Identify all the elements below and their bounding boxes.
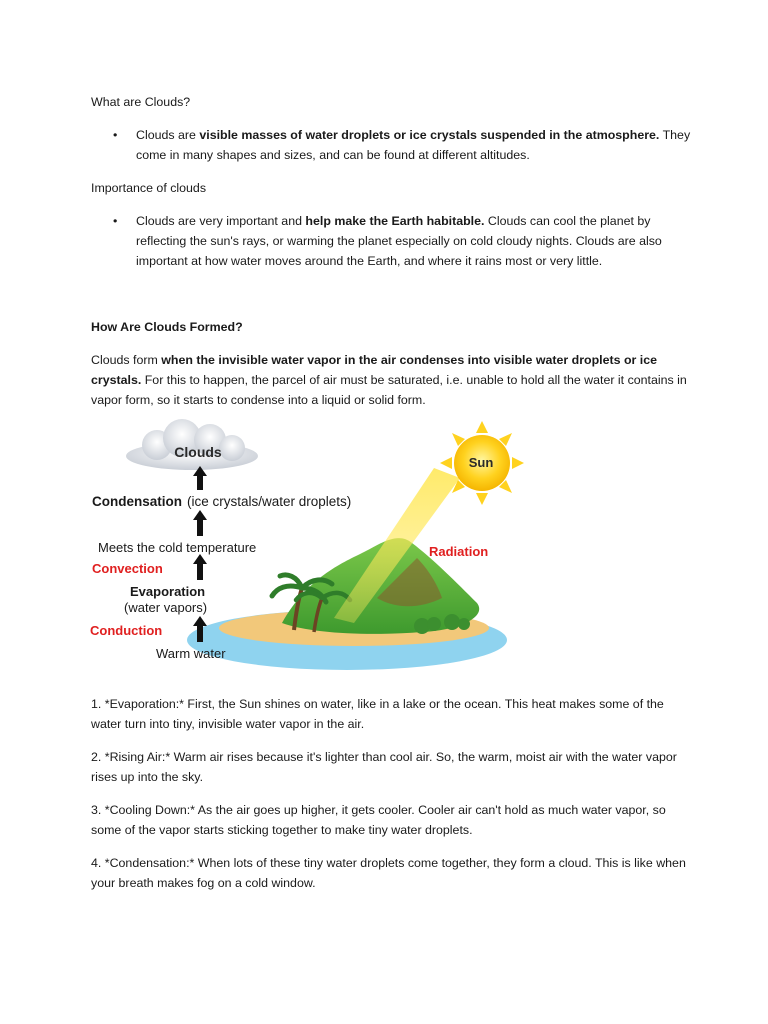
arrow-up-icon — [193, 554, 207, 580]
step-4: 4. *Condensation:* When lots of these tiny water droplets come together, they form a cloud. This is like when your breath makes fog on a cold window. — [91, 856, 686, 890]
clouds-definition-item — [136, 125, 691, 165]
heading-what-are-clouds: What are Clouds? — [91, 95, 191, 109]
sun-label: Sun — [468, 455, 494, 470]
water-vapors-label: (water vapors) — [124, 600, 208, 615]
importance-item — [136, 211, 691, 271]
meets-cold-label: Meets the cold temperature — [98, 540, 257, 555]
step-2: 2. *Rising Air:* Warm air rises because it's lighter than cool air. So, the warm, moist air with the water vapor rises up into the sky. — [91, 750, 677, 784]
condensation-word: Condensation — [92, 494, 182, 509]
heading-importance: Importance of clouds — [91, 181, 207, 195]
bold-run: when the invisible water vapor in the air condenses into visible water droplets or ice crystals. — [91, 353, 658, 387]
step-1: 1. *Evaporation:* First, the Sun shines on water, like in a lake or the ocean. This heat makes some of the water turn into tiny, invisible water vapor in the air. — [91, 697, 664, 731]
heading-how-formed: How Are Clouds Formed? — [91, 320, 243, 334]
conduction-label: Conduction — [90, 623, 163, 638]
radiation-label: Radiation — [429, 544, 489, 559]
bold-run: visible masses of water droplets or ice crystals suspended in the atmosphere. — [199, 128, 660, 142]
arrow-up-icon — [193, 510, 207, 536]
condensation-label — [92, 494, 351, 509]
text-run: Clouds are — [136, 128, 200, 142]
text-run: Clouds form — [91, 353, 162, 367]
condensation-detail: (ice crystals/water droplets) — [187, 494, 352, 509]
clouds-label: Clouds — [174, 444, 222, 460]
text-run: For this to happen, the parcel of air must be saturated, i.e. unable to hold all the water it contains in vapor form, so it starts to condense into a liquid or solid form. — [91, 373, 687, 407]
step-3: 3. *Cooling Down:* As the air goes up higher, it gets cooler. Cooler air can't hold as much water vapor, so some of the vapor starts sticking together to make tiny water droplets. — [91, 803, 666, 837]
convection-label: Convection — [92, 561, 163, 576]
bullet-dot: • — [113, 214, 118, 228]
evaporation-label: Evaporation — [130, 584, 206, 599]
bold-run: help make the Earth habitable. — [305, 214, 485, 228]
warm-water-label: Warm water — [156, 646, 226, 661]
text-run: Clouds can cool the planet by reflecting the sun's rays, or warming the planet especially on cold cloudy nights. Clouds are also important at how water moves around the Earth, and where it rains most or very little. — [136, 214, 662, 268]
formation-paragraph — [91, 350, 691, 410]
bullet-dot: • — [113, 128, 118, 142]
cloud-formation-diagram — [82, 418, 542, 676]
text-run: They come in many shapes and sizes, and can be found at different altitudes. — [136, 128, 691, 162]
text-run: Clouds are very important and — [136, 214, 306, 228]
